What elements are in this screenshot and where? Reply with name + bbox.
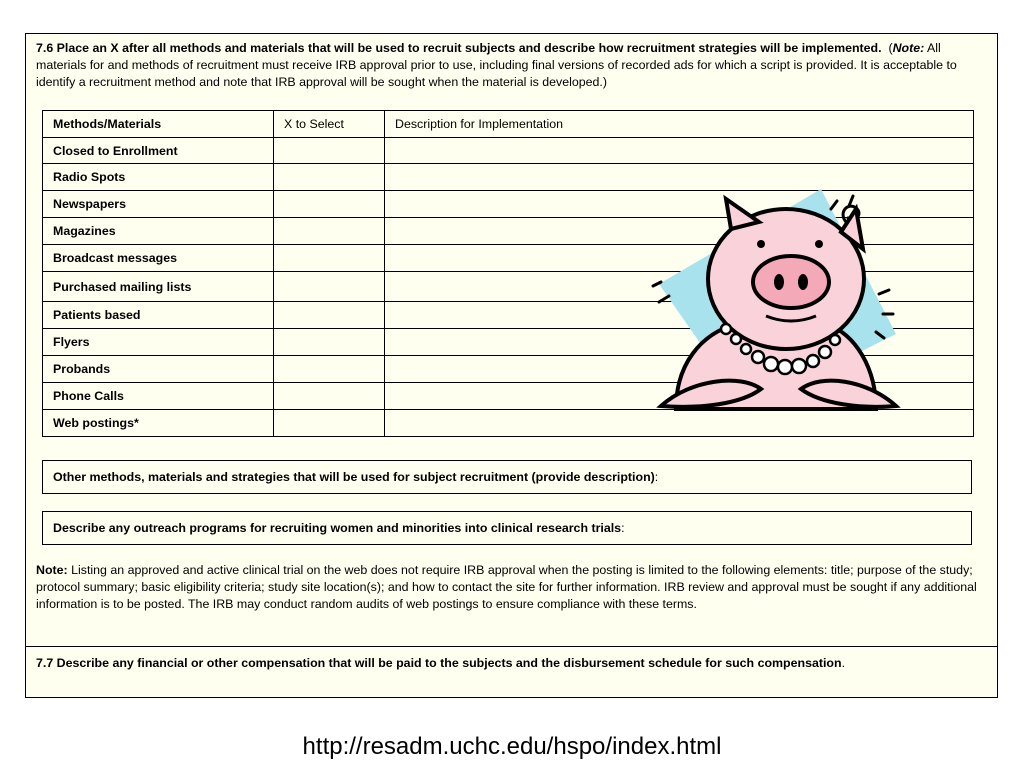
method-label: Purchased mailing lists — [43, 272, 274, 302]
pig-clipart-icon — [651, 184, 901, 419]
header-description: Description for Implementation — [385, 111, 974, 138]
select-cell[interactable] — [274, 218, 385, 245]
method-label: Broadcast messages — [43, 245, 274, 272]
method-label: Patients based — [43, 302, 274, 329]
section-7-7-label: 7.7 Describe any financial or other compensation that will be paid to the subjects and the disbursement schedule for such compensation — [36, 656, 842, 670]
web-posting-note — [36, 562, 986, 613]
header-methods: Methods/Materials — [43, 111, 274, 138]
select-cell[interactable] — [274, 191, 385, 218]
section-7-6-heading: 7.6 Place an X after all methods and materials that will be used to recruit subjects and describe how recruitment strategies will be implemented. — [36, 41, 882, 55]
web-note-text: Listing an approved and active clinical trial on the web does not require IRB approval when the posting is limited to the following elements: title; purpose of the study; protocol summary; basic eligibility criteria; study site location(s); and how to contact the site for further information. IRB review and approval must be sought if any additional information is to be posted. The IRB may conduct random audits of web postings to ensure compliance with these terms. — [36, 563, 977, 611]
select-cell[interactable] — [274, 410, 385, 437]
other-methods-colon: : — [654, 470, 659, 484]
method-label: Newspapers — [43, 191, 274, 218]
note-text: All materials for and methods of recruitment must receive IRB approval prior to use, including final versions of recorded ads for which a script is provided. It is acceptable to identify a recruitment method and note that IRB approval will be sought when the material is developed.) — [36, 41, 957, 89]
other-methods-box[interactable] — [42, 460, 972, 494]
table-header-row — [43, 111, 974, 138]
footer-url[interactable]: http://resadm.uchc.edu/hspo/index.html — [302, 733, 722, 760]
section-7-7[interactable] — [36, 655, 986, 672]
select-cell[interactable] — [274, 356, 385, 383]
method-label: Web postings* — [43, 410, 274, 437]
method-label: Radio Spots — [43, 164, 274, 191]
section-7-6 — [26, 34, 997, 647]
select-cell[interactable] — [274, 329, 385, 356]
note-open-paren: ( — [888, 41, 893, 55]
outreach-label: Describe any outreach programs for recruiting women and minorities into clinical research trials — [53, 521, 622, 535]
select-cell[interactable] — [274, 164, 385, 191]
web-note-label: Note: — [36, 563, 68, 577]
method-label: Probands — [43, 356, 274, 383]
section-7-7-period: . — [841, 656, 846, 670]
section-7-6-intro — [36, 40, 986, 91]
outreach-box[interactable] — [42, 511, 972, 545]
select-cell[interactable] — [274, 245, 385, 272]
other-methods-label: Other methods, materials and strategies that will be used for subject recruitment (provide description) — [53, 470, 655, 484]
select-cell[interactable] — [274, 383, 385, 410]
outreach-colon: : — [621, 521, 625, 535]
method-label: Magazines — [43, 218, 274, 245]
select-cell[interactable] — [274, 138, 385, 164]
method-label: Phone Calls — [43, 383, 274, 410]
select-cell[interactable] — [274, 272, 385, 302]
table-row — [43, 138, 974, 164]
method-label: Flyers — [43, 329, 274, 356]
select-cell[interactable] — [274, 302, 385, 329]
form-page — [25, 33, 998, 698]
description-cell[interactable] — [385, 138, 974, 164]
note-label: Note: — [892, 41, 925, 55]
header-select: X to Select — [274, 111, 385, 138]
method-label: Closed to Enrollment — [43, 138, 274, 164]
